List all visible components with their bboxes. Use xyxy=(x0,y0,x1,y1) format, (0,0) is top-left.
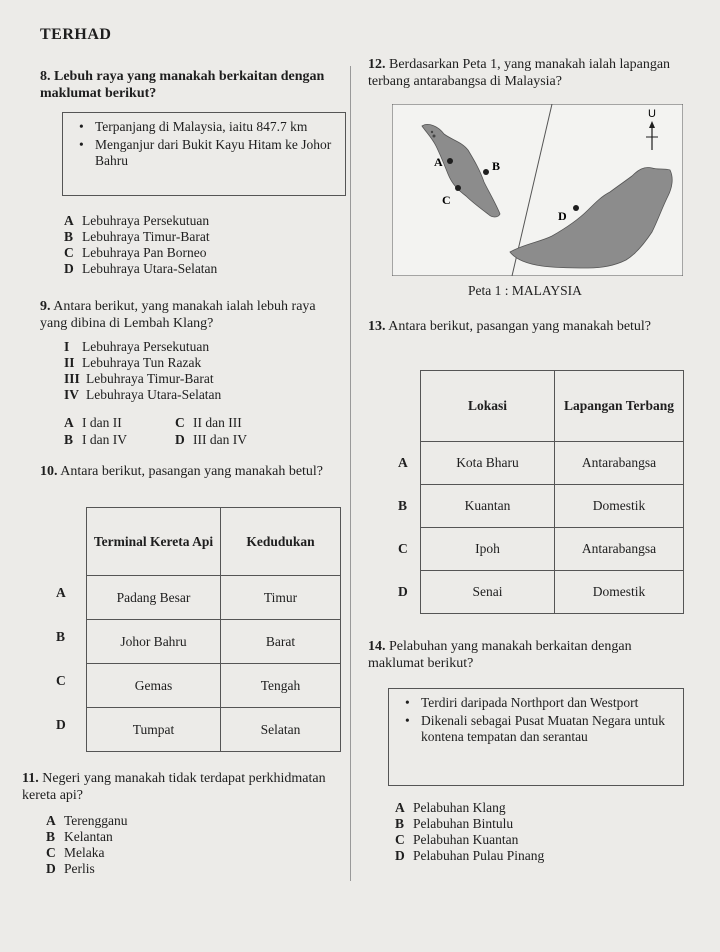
q11-options xyxy=(46,813,128,877)
q14-info-box xyxy=(388,688,684,786)
q10-row-label-a[interactable]: A xyxy=(56,585,66,600)
q9-option-b[interactable]: B I dan IV xyxy=(64,432,127,447)
q10-cell: Barat xyxy=(221,620,341,664)
q13-table xyxy=(420,370,684,614)
q10-cell: Selatan xyxy=(221,708,341,752)
island-dot xyxy=(433,135,436,138)
map-point-c xyxy=(455,185,461,191)
q10-row-label-b[interactable]: B xyxy=(56,629,66,644)
q14-option-b[interactable]: B Pelabuhan Bintulu xyxy=(395,816,514,831)
q13-cell: Senai xyxy=(421,571,555,614)
q13-stem: 13. Antara berikut, pasangan yang manakah betul? xyxy=(368,319,652,334)
q8-options xyxy=(64,213,217,277)
q13-cell: Domestik xyxy=(555,571,684,614)
q13-row-label-a[interactable]: A xyxy=(398,455,408,470)
q14-option-a[interactable]: A Pelabuhan Klang xyxy=(395,800,506,815)
q10-header-kedudukan: Kedudukan xyxy=(221,508,341,576)
q9-option-d[interactable]: D III dan IV xyxy=(175,432,247,447)
q13-row-label-d[interactable]: D xyxy=(398,584,408,599)
q8-option-b[interactable]: B Lebuhraya Timur-Barat xyxy=(64,229,210,244)
map-label-b: B xyxy=(492,159,501,173)
q9-item: IV Lebuhraya Utara-Selatan xyxy=(64,387,222,402)
q13-row-label-b[interactable]: B xyxy=(398,498,408,513)
q13-cell: Domestik xyxy=(555,485,684,528)
q9-item: III Lebuhraya Timur-Barat xyxy=(64,371,214,386)
q10-row-label-d[interactable]: D xyxy=(56,717,66,732)
q12-stem: 12. Berdasarkan Peta 1, yang manakah ialah lapangan terbang antarabangsa di Malaysia? xyxy=(368,57,671,89)
q10-cell: Tumpat xyxy=(87,708,221,752)
map-caption: Peta 1 : MALAYSIA xyxy=(468,283,582,298)
q13-cell: Antarabangsa xyxy=(555,528,684,571)
q10-cell: Gemas xyxy=(87,664,221,708)
q11-option-b[interactable]: B Kelantan xyxy=(46,829,113,844)
column-divider xyxy=(350,66,351,881)
q10-table xyxy=(86,507,341,752)
q13-header-lapangan: Lapangan Terbang xyxy=(555,371,684,442)
island-dot xyxy=(431,131,433,133)
q14-info-item: • Terdiri daripada Northport dan Westport xyxy=(403,695,673,711)
q8-info-box xyxy=(62,112,346,196)
q8-option-d[interactable]: D Lebuhraya Utara-Selatan xyxy=(64,261,218,276)
north-label: U xyxy=(648,108,656,120)
q10-cell: Tengah xyxy=(221,664,341,708)
q9-stem: 9. Antara berikut, yang manakah ialah lebuh raya yang dibina di Lembah Klang? xyxy=(40,299,316,331)
q10-stem: 10. Antara berikut, pasangan yang manakah betul? xyxy=(40,464,324,479)
q10-cell: Timur xyxy=(221,576,341,620)
map-point-d xyxy=(573,205,579,211)
q10-cell: Johor Bahru xyxy=(87,620,221,664)
q14-options xyxy=(395,800,544,864)
q13-cell: Antarabangsa xyxy=(555,442,684,485)
q14-info-item: • Dikenali sebagai Pusat Muatan Negara untuk kontena tempatan dan serantau xyxy=(403,713,673,745)
q8-option-a[interactable]: A Lebuhraya Persekutuan xyxy=(64,213,210,228)
q13-header-lokasi: Lokasi xyxy=(421,371,555,442)
q8-info-item: • Menganjur dari Bukit Kayu Hitam ke Johor Bahru xyxy=(77,137,335,169)
q9-item: I Lebuhraya Persekutuan xyxy=(64,339,210,354)
q14-option-d[interactable]: D Pelabuhan Pulau Pinang xyxy=(395,848,545,863)
q13-cell: Kuantan xyxy=(421,485,555,528)
q14-stem: 14. Pelabuhan yang manakah berkaitan dengan maklumat berikut? xyxy=(368,639,632,671)
q10-cell: Padang Besar xyxy=(87,576,221,620)
q11-option-d[interactable]: D Perlis xyxy=(46,861,95,876)
q11-option-a[interactable]: A Terengganu xyxy=(46,813,128,828)
map-point-a xyxy=(447,158,453,164)
q8-option-c[interactable]: C Lebuhraya Pan Borneo xyxy=(64,245,207,260)
map-label-d: D xyxy=(558,209,567,223)
q9-option-c[interactable]: C II dan III xyxy=(175,415,242,430)
q11-stem: 11. Negeri yang manakah tidak terdapat perkhidmatan kereta api? xyxy=(22,771,326,803)
q14-option-c[interactable]: C Pelabuhan Kuantan xyxy=(395,832,519,847)
q8-info-item: • Terpanjang di Malaysia, iaitu 847.7 km xyxy=(77,119,335,135)
q13-cell: Ipoh xyxy=(421,528,555,571)
map-point-b xyxy=(483,169,489,175)
q10-header-terminal: Terminal Kereta Api xyxy=(87,508,221,576)
map-label-a: A xyxy=(434,155,443,169)
q13-cell: Kota Bharu xyxy=(421,442,555,485)
q9-option-a[interactable]: A I dan II xyxy=(64,415,122,430)
q8-stem: 8. Lebuh raya yang manakah berkaitan dengan maklumat berikut? xyxy=(40,69,325,101)
q10-row-label-c[interactable]: C xyxy=(56,673,66,688)
q9-items xyxy=(64,339,221,403)
map-label-c: C xyxy=(442,193,451,207)
q9-item: II Lebuhraya Tun Razak xyxy=(64,355,202,370)
q13-row-label-c[interactable]: C xyxy=(398,541,408,556)
malaysia-map xyxy=(392,104,683,276)
q11-option-c[interactable]: C Melaka xyxy=(46,845,105,860)
page-header: TERHAD xyxy=(40,26,112,43)
